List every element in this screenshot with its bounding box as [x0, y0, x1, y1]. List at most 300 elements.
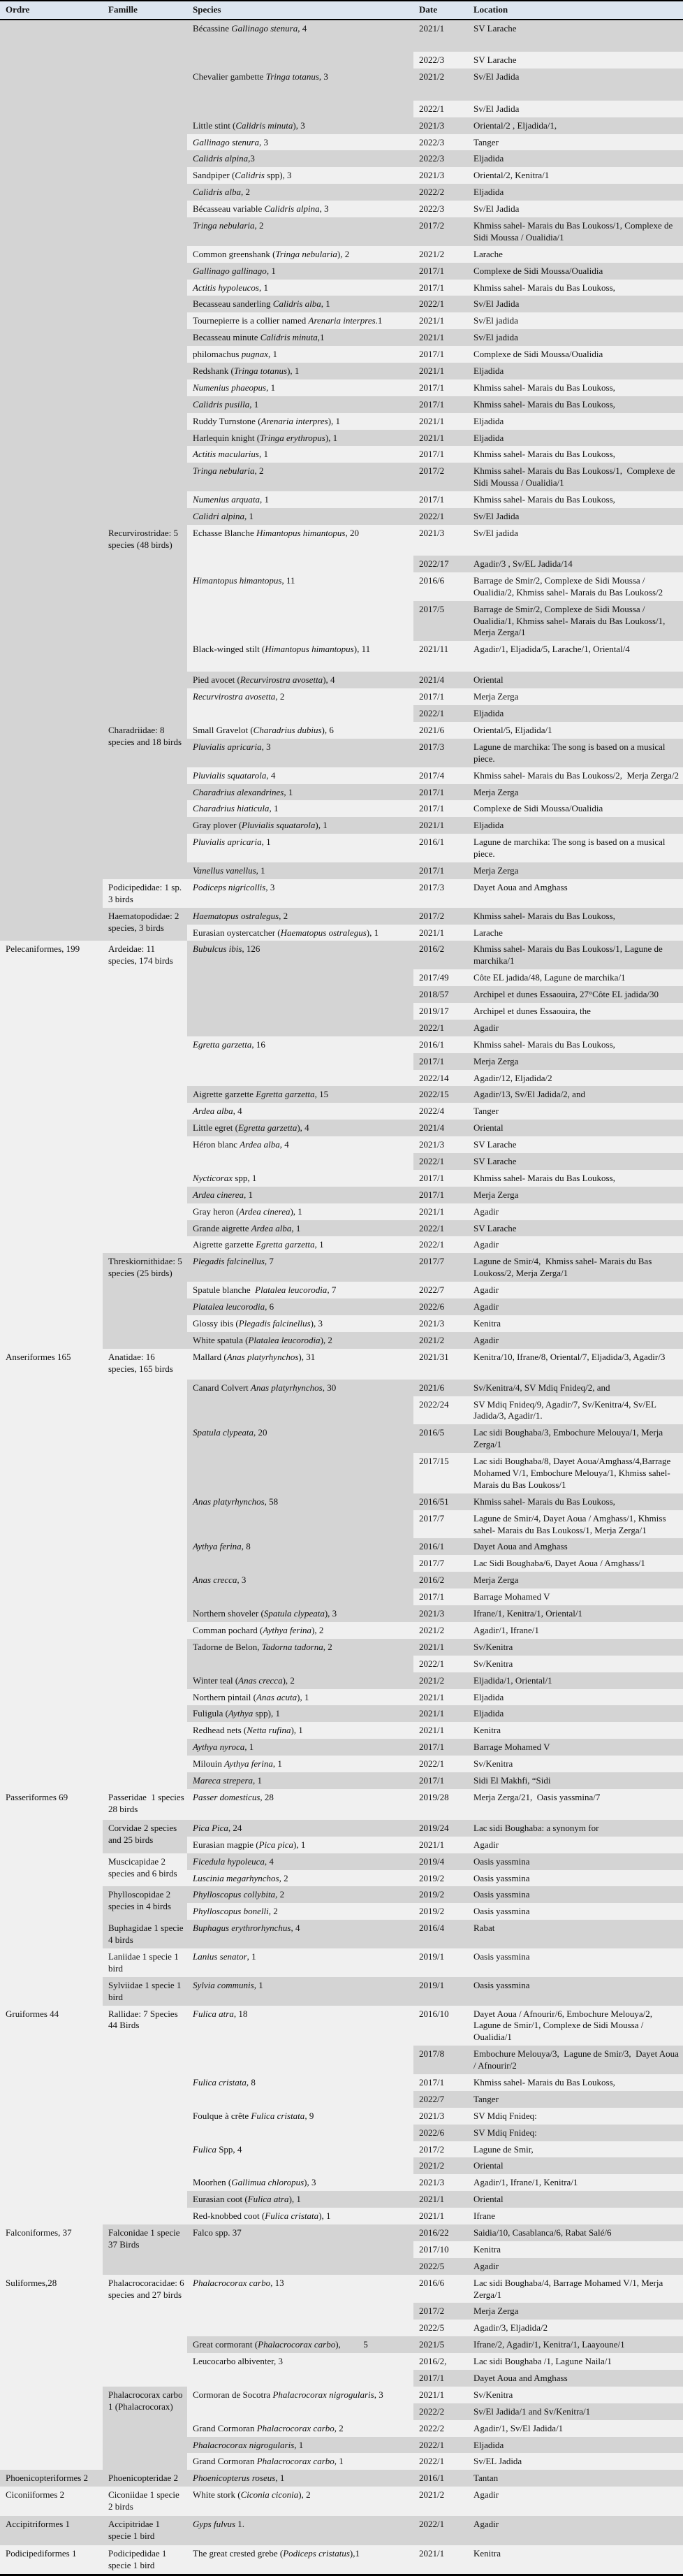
species-cell: Fuligula (Aythya spp), 1 — [187, 1705, 413, 1722]
date-cell: 2022/2 — [413, 2403, 468, 2420]
species-cell: Luscinia megarhynchos, 2 — [187, 1870, 413, 1887]
species-cell: Becasseau minute Calidris minuta,1 — [187, 329, 413, 346]
famille-cell: Accipitridae 1 specie 1 bird — [103, 2516, 187, 2545]
location-cell: Dayet Aoua / Afnourir/6, Embochure Melouya/2, Lagune de Smir/1, Complexe de Sidi Moussa / Oualidia/1 — [468, 2006, 683, 2046]
date-cell: 2019/2 — [413, 1870, 468, 1887]
location-cell: Kenitra — [468, 1315, 683, 1332]
date-cell: 2016/22 — [413, 2224, 468, 2241]
species-cell: Mareca strepera, 1 — [187, 1772, 413, 1789]
date-cell: 2022/14 — [413, 1070, 468, 1087]
date-cell: 2022/4 — [413, 1103, 468, 1120]
location-cell: Ifrane — [468, 2208, 683, 2224]
species-cell: Pluvialis apricaria, 3 — [187, 739, 413, 767]
famille-cell: Podicipedidae 1 specie 1 bird — [103, 2545, 187, 2575]
location-cell: Eljadida — [468, 1689, 683, 1706]
date-cell: 2019/4 — [413, 1853, 468, 1870]
location-cell: Khmiss sahel- Marais du Bas Loukoss, — [468, 908, 683, 925]
species-cell: Phalacrocorax nigrogularis, 1 — [187, 2437, 413, 2454]
famille-cell: Ardeidae: 11 species, 174 birds — [103, 941, 187, 1253]
location-cell: Agadir — [468, 1203, 683, 1220]
date-cell: 2017/3 — [413, 739, 468, 767]
location-cell: Oriental — [468, 2191, 683, 2208]
species-cell: Himantopus himantopus, 11 — [187, 572, 413, 641]
date-cell: 2019/2 — [413, 1886, 468, 1903]
location-cell: Agadir — [468, 1332, 683, 1349]
location-cell: Sv/Kenitra — [468, 1756, 683, 1772]
ordre-cell: Podicipediformes 1 — [0, 2545, 103, 2575]
species-cell: Small Gravelot (Charadrius dubius), 6 — [187, 722, 413, 739]
location-cell: Complexe de Sidi Moussa/Oualidia — [468, 346, 683, 363]
location-cell: Ifrane/1, Kenitra/1, Oriental/1 — [468, 1605, 683, 1622]
location-cell: Khmiss sahel- Marais du Bas Loukoss, — [468, 396, 683, 413]
location-cell: Sv/Kenitra — [468, 1639, 683, 1656]
location-cell: Oriental — [468, 672, 683, 688]
species-cell: Phylloscopus collybita, 2 — [187, 1886, 413, 1903]
date-cell: 2019/1 — [413, 1977, 468, 2006]
date-cell: 2022/1 — [413, 1220, 468, 1237]
famille-cell: Phalacrocoracidae: 6 species and 27 birds — [103, 2275, 187, 2387]
location-cell: Oasis yassmina — [468, 1853, 683, 1870]
date-cell: 2021/1 — [413, 2208, 468, 2224]
date-cell: 2022/1 — [413, 1756, 468, 1772]
location-cell: Tantan — [468, 2470, 683, 2487]
location-cell: Lac sidi Boughaba/3, Embochure Melouya/1, Merja Zerga/1 — [468, 1424, 683, 1453]
date-cell: 2017/1 — [413, 446, 468, 463]
ordre-cell: Falconiformes, 37 — [0, 2224, 103, 2275]
date-cell: 2021/2 — [413, 1622, 468, 1639]
date-cell: 2016/2 — [413, 941, 468, 969]
date-cell: 2019/2 — [413, 1903, 468, 1920]
location-cell: Saidia/10, Casablanca/6, Rabat Salé/6 — [468, 2224, 683, 2241]
date-cell: 2022/1 — [413, 508, 468, 525]
famille-cell — [103, 20, 187, 525]
species-cell: Calidri alpina, 1 — [187, 508, 413, 525]
species-cell: Charadrius hiaticula, 1 — [187, 800, 413, 817]
date-cell: 2021/1 — [413, 2387, 468, 2403]
date-cell: 2017/2 — [413, 908, 468, 925]
column-header-ordre: Ordre — [0, 1, 103, 20]
date-cell: 2021/1 — [413, 1705, 468, 1722]
species-cell: Foulque à crête Fulica cristata, 9 — [187, 2108, 413, 2141]
species-cell: Ardea cinerea, 1 — [187, 1187, 413, 1203]
location-cell: Complexe de Sidi Moussa/Oualidia — [468, 263, 683, 280]
date-cell: 2021/3 — [413, 167, 468, 184]
date-cell: 2022/1 — [413, 1020, 468, 1036]
species-cell: Platalea leucorodia, 6 — [187, 1298, 413, 1315]
table-row — [0, 1789, 683, 1820]
date-cell: 2022/2 — [413, 2420, 468, 2437]
location-cell: Merja Zerga — [468, 688, 683, 705]
species-cell: Actitis hypoleucos, 1 — [187, 280, 413, 296]
date-cell: 2021/1 — [413, 20, 468, 52]
date-cell: 2022/1 — [413, 2437, 468, 2454]
date-cell: 2021/3 — [413, 2108, 468, 2125]
species-cell: Fulica atra, 18 — [187, 2006, 413, 2074]
column-header-species: Species — [187, 1, 413, 20]
ordre-cell: Ciconiiformes 2 — [0, 2487, 103, 2516]
date-cell: 2021/1 — [413, 1689, 468, 1706]
location-cell: SV Larache — [468, 20, 683, 52]
location-cell: Eljadida — [468, 150, 683, 167]
location-cell: Khmiss sahel- Marais du Bas Loukoss, — [468, 379, 683, 396]
location-cell: Agadir — [468, 2516, 683, 2545]
location-cell: Oriental/5, Eljadida/1 — [468, 722, 683, 739]
species-cell: Gyps fulvus 1. — [187, 2516, 413, 2545]
location-cell: Lac sidi Boughaba: a synonym for — [468, 1820, 683, 1837]
date-cell: 2022/1 — [413, 1236, 468, 1253]
species-cell: Vanellus vanellus, 1 — [187, 862, 413, 879]
location-cell: Agadir/1, Ifrane/1 — [468, 1622, 683, 1639]
date-cell: 2021/1 — [413, 925, 468, 941]
species-cell: Phylloscopus bonelli, 2 — [187, 1903, 413, 1920]
location-cell: Khmiss sahel- Marais du Bas Loukoss, — [468, 2074, 683, 2091]
location-cell: Sv/El Jadida — [468, 296, 683, 312]
species-cell: Little egret (Egretta garzetta), 4 — [187, 1120, 413, 1136]
date-cell: 2021/1 — [413, 1837, 468, 1853]
famille-cell: Haematopodidae: 2 species, 3 birds — [103, 908, 187, 941]
location-cell: Agadir — [468, 1837, 683, 1853]
species-cell: Sylvia communis, 1 — [187, 1977, 413, 2006]
date-cell: 2016/51 — [413, 1493, 468, 1510]
date-cell: 2021/1 — [413, 1722, 468, 1739]
species-cell: Pluvialis apricaria, 1 — [187, 834, 413, 862]
date-cell: 2021/1 — [413, 363, 468, 379]
species-cell: Common greenshank (Tringa nebularia), 2 — [187, 246, 413, 263]
species-cell: Recurvirostra avosetta, 2 — [187, 688, 413, 722]
date-cell: 2017/1 — [413, 2074, 468, 2091]
date-cell: 2022/1 — [413, 705, 468, 722]
location-cell: Merja Zerga/21, Oasis yassmina/7 — [468, 1789, 683, 1820]
species-cell: Eurasian coot (Fulica atra), 1 — [187, 2191, 413, 2208]
ordre-cell — [0, 20, 103, 941]
table-row — [0, 1349, 683, 1380]
location-cell: Lac sidi Boughaba/4, Barrage Mohamed V/1, Merja Zerga/1 — [468, 2275, 683, 2303]
table-row — [0, 722, 683, 739]
species-cell: Aythya nyroca, 1 — [187, 1739, 413, 1756]
table-row — [0, 2487, 683, 2516]
date-cell: 2016/4 — [413, 1920, 468, 1948]
location-cell: Oriental/2, Kenitra/1 — [468, 167, 683, 184]
date-cell: 2021/2 — [413, 1672, 468, 1689]
famille-cell: Rallidae: 7 Species 44 Birds — [103, 2006, 187, 2224]
date-cell: 2017/2 — [413, 463, 468, 491]
location-cell: Tanger — [468, 1103, 683, 1120]
location-cell: Oasis yassmina — [468, 1903, 683, 1920]
location-cell: Sv/El jadida — [468, 312, 683, 329]
date-cell: 2017/1 — [413, 1053, 468, 1070]
species-cell: Ruddy Turnstone (Arenaria interpres), 1 — [187, 413, 413, 430]
species-cell: Grand Cormoran Phalacrocorax carbo, 1 — [187, 2453, 413, 2470]
location-cell: Eljadida — [468, 1705, 683, 1722]
date-cell: 2016/2 — [413, 1572, 468, 1589]
location-cell: Lac Sidi Boughaba/6, Dayet Aoua / Amghass/1 — [468, 1555, 683, 1572]
table-row — [0, 1920, 683, 1948]
location-cell: Kenitra/10, Ifrane/8, Oriental/7, Eljadida/3, Agadir/3 — [468, 1349, 683, 1380]
date-cell: 2022/5 — [413, 2258, 468, 2275]
species-cell: Sandpiper (Calidris spp), 3 — [187, 167, 413, 184]
date-cell: 2021/6 — [413, 722, 468, 739]
famille-cell: Corvidae 2 species and 25 birds — [103, 1820, 187, 1853]
date-cell: 2021/2 — [413, 68, 468, 101]
location-cell: Côte EL jadida/48, Lagune de marchika/1 — [468, 969, 683, 986]
date-cell: 2021/3 — [413, 1605, 468, 1622]
species-cell: Aythya ferina, 8 — [187, 1538, 413, 1572]
species-cell: philomachus pugnax, 1 — [187, 346, 413, 363]
date-cell: 2021/3 — [413, 525, 468, 556]
location-cell: Lac sidi Boughaba/8, Dayet Aoua/Amghass/4,Barrage Mohamed V/1, Embochure Melouya/1, Khmiss sahel- Marais du Bas Loukoss/1 — [468, 1453, 683, 1493]
location-cell: Larache — [468, 246, 683, 263]
location-cell: Agadir — [468, 1236, 683, 1253]
table-row — [0, 879, 683, 908]
date-cell: 2019/28 — [413, 1789, 468, 1820]
location-cell: Khmiss sahel- Marais du Bas Loukoss, — [468, 280, 683, 296]
header-row — [0, 1, 683, 20]
date-cell: 2017/1 — [413, 1170, 468, 1187]
table-row — [0, 525, 683, 556]
location-cell: Barrage de Smir/2, Complexe de Sidi Moussa / Oualidia/1, Khmiss sahel- Marais du Bas Loukoss/1, Merja Zerga/1 — [468, 601, 683, 642]
date-cell: 2017/3 — [413, 879, 468, 908]
date-cell: 2021/1 — [413, 413, 468, 430]
location-cell: Agadir — [468, 1298, 683, 1315]
date-cell: 2021/1 — [413, 817, 468, 834]
date-cell: 2017/2 — [413, 2141, 468, 2158]
location-cell: Complexe de Sidi Moussa/Oualidia — [468, 800, 683, 817]
species-cell: Tournepierre is a collier named Arenaria interpres.1 — [187, 312, 413, 329]
location-cell: Larache — [468, 925, 683, 941]
date-cell: 2017/2 — [413, 217, 468, 246]
location-cell: Agadir/1, Ifrane/1, Kenitra/1 — [468, 2174, 683, 2191]
location-cell: Embochure Melouya/3, Lagune de Smir/3, Dayet Aoua / Afnourir/2 — [468, 2046, 683, 2074]
species-cell: Gallinago stenura, 3 — [187, 134, 413, 151]
species-cell: Aigrette garzette Egretta garzetta, 1 — [187, 1236, 413, 1253]
species-cell: Egretta garzetta, 16 — [187, 1036, 413, 1087]
location-cell: Agadir/3 , Sv/EL Jadida/14 — [468, 556, 683, 572]
table-row — [0, 1977, 683, 2006]
date-cell: 2022/3 — [413, 134, 468, 151]
species-cell: Buphagus erythrorhynchus, 4 — [187, 1920, 413, 1948]
date-cell: 2021/1 — [413, 312, 468, 329]
species-cell: Grande aigrette Ardea alba, 1 — [187, 1220, 413, 1237]
famille-cell: Threskiornithidae: 5 species (25 birds) — [103, 1253, 187, 1348]
location-cell: Oasis yassmina — [468, 1870, 683, 1887]
location-cell: Sv/El Jadida — [468, 101, 683, 117]
species-cell: Anas platyrhynchos, 58 — [187, 1493, 413, 1539]
date-cell: 2021/3 — [413, 1136, 468, 1153]
species-cell: Pluvialis squatarola, 4 — [187, 767, 413, 784]
location-cell: Dayet Aoua and Amghass — [468, 879, 683, 908]
species-cell: Cormoran de Socotra Phalacrocorax nigrogularis, 3 — [187, 2387, 413, 2420]
location-cell: Oriental/2 , Eljadida/1, — [468, 117, 683, 134]
location-cell: Agadir/12, Eljadida/2 — [468, 1070, 683, 1087]
location-cell: Oasis yassmina — [468, 1886, 683, 1903]
species-cell: Black-winged stilt (Himantopus himantopus), 11 — [187, 641, 413, 672]
date-cell: 2021/2 — [413, 2157, 468, 2174]
location-cell: Archipel et dunes Essaouira, the — [468, 1003, 683, 1020]
species-cell: Fulica Spp, 4 — [187, 2141, 413, 2175]
ordre-cell: Anseriformes 165 — [0, 1349, 103, 1789]
date-cell: 2019/17 — [413, 1003, 468, 1020]
location-cell: Sv/El jadida — [468, 525, 683, 556]
location-cell: Sv/Kenitra — [468, 2387, 683, 2403]
date-cell: 2021/6 — [413, 1380, 468, 1396]
species-cell: Plegadis falcinellus, 7 — [187, 1253, 413, 1282]
species-cell: Actitis macularius, 1 — [187, 446, 413, 463]
date-cell: 2022/6 — [413, 1298, 468, 1315]
famille-cell: Phoenicopteridae 2 — [103, 2470, 187, 2487]
location-cell: Eljadida — [468, 705, 683, 722]
location-cell: Lac sidi Boughaba /1, Lagune Naila/1 — [468, 2353, 683, 2370]
location-cell: Khmiss sahel- Marais du Bas Loukoss/1, Complexe de Sidi Moussa / Oualidia/1 — [468, 217, 683, 246]
species-cell: Spatule blanche Platalea leucorodia, 7 — [187, 1282, 413, 1298]
species-cell: Phoenicopterus roseus, 1 — [187, 2470, 413, 2487]
species-cell: Canard Colvert Anas platyrhynchos, 30 — [187, 1380, 413, 1425]
location-cell: Kenitra — [468, 2241, 683, 2258]
species-cell: Ficedula hypoleuca, 4 — [187, 1853, 413, 1870]
date-cell: 2016/6 — [413, 572, 468, 601]
date-cell: 2021/2 — [413, 2487, 468, 2516]
famille-cell: Charadriidae: 8 species and 18 birds — [103, 722, 187, 879]
species-cell: Tadorne de Belon, Tadorna tadorna, 2 — [187, 1639, 413, 1672]
date-cell: 2022/3 — [413, 52, 468, 68]
location-cell: SV Larache — [468, 52, 683, 68]
location-cell: Oriental — [468, 1120, 683, 1136]
species-cell: Redshank (Tringa totanus), 1 — [187, 363, 413, 379]
location-cell: Khmiss sahel- Marais du Bas Loukoss, — [468, 1493, 683, 1510]
location-cell: Agadir/3, Eljadida/2 — [468, 2320, 683, 2336]
species-cell: Spatula clypeata, 20 — [187, 1424, 413, 1493]
species-cell: Glossy ibis (Plegadis falcinellus), 3 — [187, 1315, 413, 1332]
famille-cell: Phalacrocorax carbo 1 (Phalacrocorax) — [103, 2387, 187, 2470]
date-cell: 2019/1 — [413, 1948, 468, 1977]
species-cell: Aigrette garzette Egretta garzetta, 15 — [187, 1086, 413, 1103]
location-cell: Barrage Mohamed V — [468, 1589, 683, 1605]
famille-cell: Passeridae 1 species 28 birds — [103, 1789, 187, 1820]
species-cell: Gray heron (Ardea cinerea), 1 — [187, 1203, 413, 1220]
location-cell: Merja Zerga — [468, 1187, 683, 1203]
location-cell: SV Mdiq Fnideq/9, Agadir/7, Sv/Kenitra/4, Sv/EL Jadida/3, Agadir/1. — [468, 1396, 683, 1425]
location-cell: Eljadida — [468, 817, 683, 834]
location-cell: Kenitra — [468, 1722, 683, 1739]
table-row — [0, 2006, 683, 2046]
location-cell: Merja Zerga — [468, 862, 683, 879]
location-cell: Kenitra — [468, 2545, 683, 2575]
location-cell: Sv/Kenitra/4, SV Mdiq Fnideq/2, and — [468, 1380, 683, 1396]
date-cell: 2017/2 — [413, 2303, 468, 2320]
date-cell: 2021/5 — [413, 2336, 468, 2353]
famille-cell: Anatidae: 16 species, 165 birds — [103, 1349, 187, 1789]
species-cell: Comman pochard (Aythya ferina), 2 — [187, 1622, 413, 1639]
location-cell: Barrage de Smir/2, Complexe de Sidi Moussa / Oualidia/2, Khmiss sahel- Marais du Bas Loukoss/2 — [468, 572, 683, 601]
date-cell: 2017/1 — [413, 1772, 468, 1789]
location-cell: Khmiss sahel- Marais du Bas Loukoss, — [468, 1170, 683, 1187]
species-cell: Podiceps nigricollis, 3 — [187, 879, 413, 908]
ordre-cell: Passeriformes 69 — [0, 1789, 103, 2006]
species-cell: White stork (Ciconia ciconia), 2 — [187, 2487, 413, 2516]
species-cell: Haematopus ostralegus, 2 — [187, 908, 413, 925]
date-cell: 2021/3 — [413, 2174, 468, 2191]
date-cell: 2017/1 — [413, 263, 468, 280]
location-cell: Tanger — [468, 134, 683, 151]
location-cell: Khmiss sahel- Marais du Bas Loukoss, — [468, 446, 683, 463]
date-cell: 2021/1 — [413, 1639, 468, 1656]
location-cell: SV Larache — [468, 1153, 683, 1170]
species-cell: Gallinago gallinago, 1 — [187, 263, 413, 280]
species-cell: Leucocarbo albiventer, 3 — [187, 2353, 413, 2387]
location-cell: Sv/El Jadida — [468, 68, 683, 101]
species-cell: Northern pintail (Anas acuta), 1 — [187, 1689, 413, 1706]
location-cell: Dayet Aoua and Amghass — [468, 1538, 683, 1555]
table-body — [0, 20, 683, 2575]
location-cell: Eljadida — [468, 430, 683, 447]
table-row — [0, 1886, 683, 1903]
date-cell: 2022/1 — [413, 1656, 468, 1672]
table-row — [0, 2516, 683, 2545]
species-cell: Winter teal (Anas crecca), 2 — [187, 1672, 413, 1689]
date-cell: 2019/24 — [413, 1820, 468, 1837]
date-cell: 2017/1 — [413, 346, 468, 363]
location-cell: Agadir — [468, 2258, 683, 2275]
location-cell: Agadir — [468, 2487, 683, 2516]
date-cell: 2022/7 — [413, 1282, 468, 1298]
date-cell: 2017/49 — [413, 969, 468, 986]
date-cell: 2017/7 — [413, 1253, 468, 1282]
species-cell: Tringa nebularia, 2 — [187, 463, 413, 491]
date-cell: 2018/57 — [413, 986, 468, 1003]
location-cell: Agadir/13, Sv/El Jadida/2, and — [468, 1086, 683, 1103]
location-cell: Sv/Kenitra — [468, 1656, 683, 1672]
location-cell: Sv/El Jadida — [468, 508, 683, 525]
location-cell: Lagune de marchika: The song is based on a musical piece. — [468, 834, 683, 862]
species-cell: Nycticorax spp, 1 — [187, 1170, 413, 1187]
location-cell: Merja Zerga — [468, 784, 683, 801]
table-row — [0, 908, 683, 925]
table-row — [0, 2387, 683, 2403]
table-row — [0, 1820, 683, 1837]
date-cell: 2021/1 — [413, 329, 468, 346]
location-cell: SV Mdiq Fnideq: — [468, 2108, 683, 2125]
date-cell: 2017/1 — [413, 784, 468, 801]
date-cell: 2016/1 — [413, 1538, 468, 1555]
location-cell: Agadir/1, Sv/El Jadida/1 — [468, 2420, 683, 2437]
date-cell: 2021/3 — [413, 117, 468, 134]
species-cell: Bécassine Gallinago stenura, 4 — [187, 20, 413, 68]
column-header-famille: Famille — [103, 1, 187, 20]
date-cell: 2017/1 — [413, 2370, 468, 2387]
location-cell: Merja Zerga — [468, 1053, 683, 1070]
date-cell: 2022/6 — [413, 2125, 468, 2141]
date-cell: 2022/3 — [413, 150, 468, 167]
location-cell: Sv/El jadida — [468, 329, 683, 346]
date-cell: 2016/2, — [413, 2353, 468, 2370]
date-cell: 2021/1 — [413, 2545, 468, 2575]
location-cell: Agadir/1, Eljadida/5, Larache/1, Oriental/4 — [468, 641, 683, 672]
date-cell: 2022/2 — [413, 184, 468, 201]
date-cell: 2017/1 — [413, 280, 468, 296]
location-cell: Lagune de Smir, — [468, 2141, 683, 2158]
table-row — [0, 2275, 683, 2303]
table-row — [0, 941, 683, 969]
table-row — [0, 20, 683, 52]
date-cell: 2017/7 — [413, 1510, 468, 1539]
location-cell: Khmiss sahel- Marais du Bas Loukoss, — [468, 1036, 683, 1053]
species-cell: Anas crecca, 3 — [187, 1572, 413, 1605]
ordre-cell: Phoenicopteriformes 2 — [0, 2470, 103, 2487]
location-cell: Dayet Aoua and Amghass — [468, 2370, 683, 2387]
species-cell: Lanius senator, 1 — [187, 1948, 413, 1977]
species-cell: Little stint (Calidris minuta), 3 — [187, 117, 413, 134]
date-cell: 2017/1 — [413, 1739, 468, 1756]
famille-cell: Phylloscopidae 2 species in 4 birds — [103, 1886, 187, 1920]
